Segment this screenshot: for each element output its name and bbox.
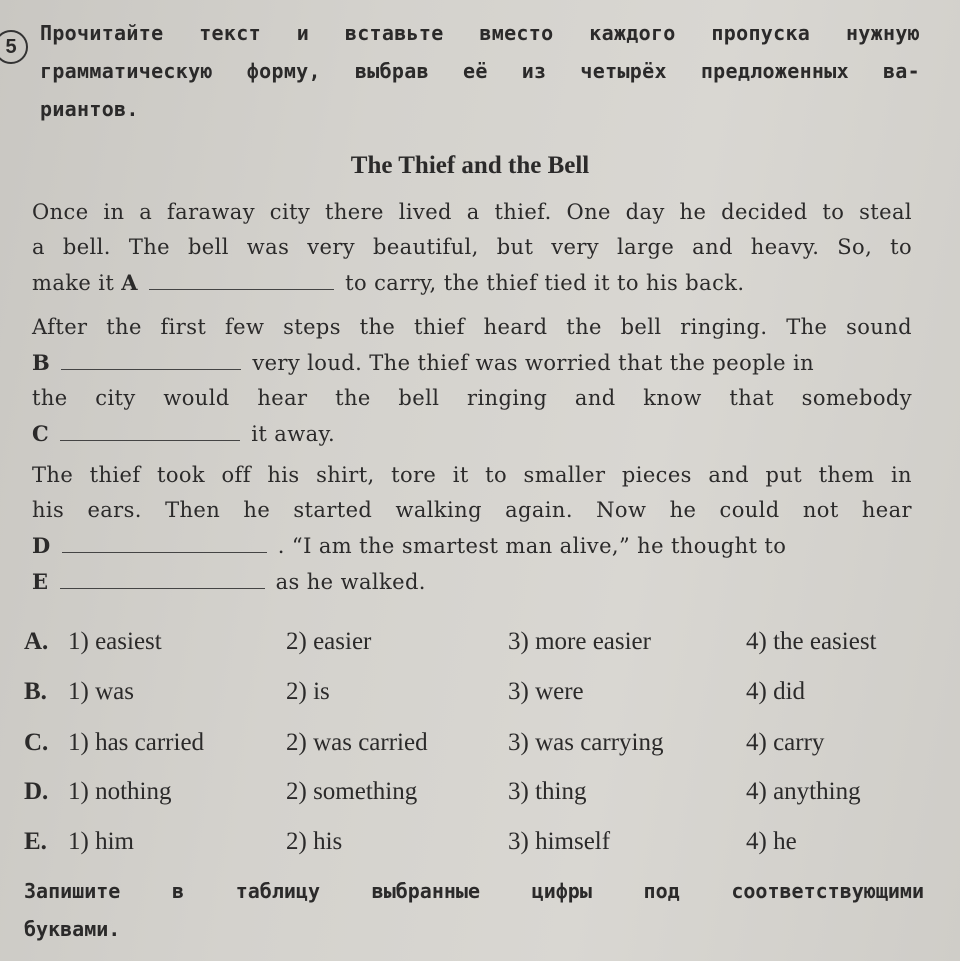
text-fragment: to carry, the thief tied it to his back. — [345, 271, 745, 295]
option-choice: 2) something — [286, 778, 418, 805]
text-line: his ears. Then he started walking again. Now he could not hear — [32, 498, 912, 522]
option-choice: 1) has carried — [68, 729, 205, 756]
instruction-line: Прочитайте текст и вставьте вместо каждого пропуска нужную — [40, 21, 920, 45]
gap-label-c: C — [32, 421, 50, 446]
option-choice: 4) did — [746, 678, 806, 705]
option-letter: C. — [24, 729, 49, 756]
option-row-d — [24, 778, 924, 818]
text-fragment: very loud. The thief was worried that the people in — [252, 351, 815, 375]
text-line — [32, 528, 912, 564]
option-choice: 4) the easiest — [746, 628, 877, 655]
option-choice: 2) is — [286, 678, 330, 705]
text-title: The Thief and the Bell — [350, 152, 590, 179]
gap-label-b: B — [32, 350, 51, 375]
option-choice: 4) he — [746, 828, 797, 855]
instruction-line: риантов. — [40, 97, 139, 121]
task-number-badge — [0, 30, 28, 64]
option-choice: 2) easier — [286, 628, 372, 655]
option-choice: 3) was carrying — [508, 729, 664, 756]
instructions — [40, 14, 920, 128]
option-choice: 3) were — [508, 678, 584, 705]
gap-label-e: E — [32, 569, 49, 594]
option-letter: A. — [24, 628, 49, 655]
text-line: The thief took off his shirt, tore it to smaller pieces and put them in — [32, 463, 912, 487]
paragraph-1 — [32, 195, 912, 301]
gap-label-d: D — [32, 533, 51, 558]
option-letter: E. — [24, 828, 47, 855]
text-fragment: make it — [32, 271, 115, 295]
option-choice: 2) his — [286, 828, 343, 855]
text-line — [32, 265, 912, 301]
answer-blank-a — [149, 271, 334, 290]
paragraph-2 — [32, 310, 912, 452]
answer-blank-d — [62, 534, 267, 553]
text-fragment: it away. — [251, 422, 336, 446]
option-choice: 1) him — [68, 828, 134, 855]
option-choice: 3) himself — [508, 828, 611, 855]
option-choice: 1) nothing — [68, 778, 172, 805]
text-fragment: as he walked. — [275, 570, 426, 594]
option-choice: 3) thing — [508, 778, 587, 805]
text-line: the city would hear the bell ringing and know that somebody — [32, 386, 912, 410]
task-number: 5 — [5, 35, 17, 58]
answer-blank-b — [61, 351, 241, 370]
option-choice: 1) was — [68, 678, 134, 705]
text-line — [32, 416, 912, 452]
answer-blank-e — [60, 570, 265, 589]
text-line: After the first few steps the thief heard the bell ringing. The sound — [32, 315, 912, 339]
text-line — [32, 345, 912, 381]
option-row-c — [24, 729, 924, 769]
text-line: a bell. The bell was very beautiful, but very large and heavy. So, to — [32, 235, 912, 259]
footer-line: Запишите в таблицу выбранные цифры под соответствующими — [24, 879, 924, 903]
paragraph-3 — [32, 458, 912, 600]
instruction-line: грамматическую форму, выбрав её из четырёх предложенных ва- — [40, 59, 920, 83]
gap-label-a: A — [121, 270, 138, 295]
option-choice: 4) carry — [746, 729, 825, 756]
footer-line: буквами. — [24, 917, 121, 941]
option-choice: 4) anything — [746, 778, 861, 805]
option-letter: D. — [24, 778, 49, 805]
option-choice: 2) was carried — [286, 729, 428, 756]
option-choice: 1) easiest — [68, 628, 162, 655]
option-row-b — [24, 678, 924, 718]
option-row-e — [24, 828, 924, 868]
text-line: Once in a faraway city there lived a thief. One day he decided to steal — [32, 200, 912, 224]
option-choice: 3) more easier — [508, 628, 651, 655]
option-letter: B. — [24, 678, 47, 705]
footer-instructions — [24, 872, 924, 948]
answer-blank-c — [60, 422, 240, 441]
option-row-a — [24, 628, 924, 668]
text-line — [32, 564, 912, 600]
text-fragment: . “I am the smartest man alive,” he thought to — [277, 534, 787, 558]
